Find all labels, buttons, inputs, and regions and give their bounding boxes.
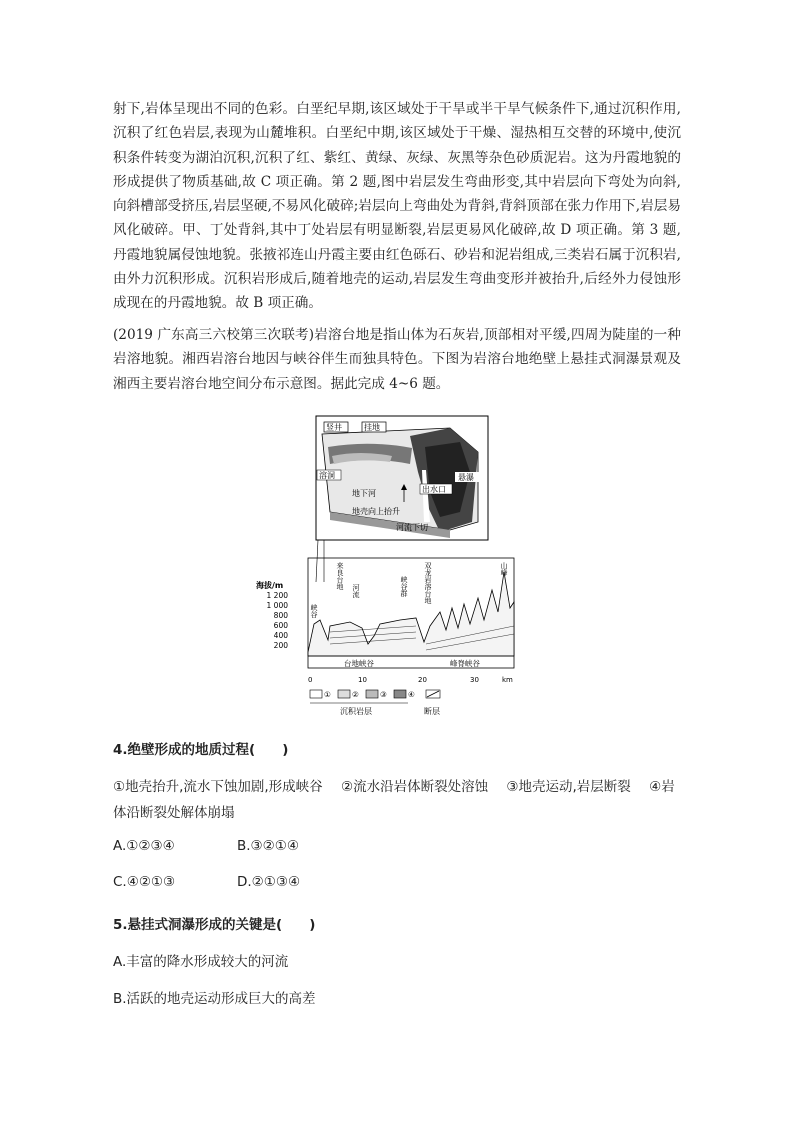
shuanglong-label: 双龙岩溶台地 [424, 562, 432, 604]
q4-statement: ④岩体沿断裂处解体崩塌 [113, 779, 675, 821]
legend-item: ③ [380, 690, 387, 699]
karst-profile [255, 558, 514, 684]
q4-statement: ②流水沿岩体断裂处溶蚀 [340, 779, 489, 795]
outlet-label: 出水口 [422, 485, 446, 494]
q4-option-b[interactable]: B.③②①④ [237, 838, 299, 854]
x-tick: 10 [358, 676, 367, 684]
incision-label: 河流下切 [396, 523, 428, 532]
legend-item: ① [324, 690, 331, 699]
y-tick: 200 [273, 641, 288, 650]
legend-item: ② [352, 690, 359, 699]
legend [310, 690, 440, 716]
q4-stem: 4.绝壁形成的地质过程( ) [113, 742, 289, 758]
shaft-label: 竖井 [326, 423, 342, 432]
q4-option-a[interactable]: A.①②③④ [113, 838, 175, 854]
karst-figure [256, 412, 520, 722]
ridge-gorge-label: 峰脊峡谷 [450, 659, 480, 668]
y-tick: 600 [273, 621, 288, 630]
q5-option-b[interactable]: B.活跃的地壳运动形成巨大的高差 [113, 991, 316, 1007]
q4-statement: ①地壳抬升,流水下蚀加剧,形成峡谷 [113, 779, 323, 795]
y-tick: 1 000 [266, 601, 288, 610]
q5-option-a[interactable]: A.丰富的降水形成较大的河流 [113, 954, 289, 970]
y-tick: 1 200 [266, 591, 288, 600]
waterfall-block-diagram [316, 416, 488, 540]
y-tick: 400 [273, 631, 288, 640]
sediment-label: 沉积岩层 [340, 707, 372, 716]
question-intro-paragraph: (2019 广东高三六校第三次联考)岩溶台地是指山体为石灰岩,顶部相对平缓,四周为陡崖的一种岩溶地貌。湘西岩溶台地因与峡谷伴生而独具特色。下图为岩溶台地绝壁上悬挂式洞瀑景观及湘西主要岩溶台地空间分布示意图。据此完成 4~6 题。 [113, 327, 681, 392]
q4-option-c[interactable]: C.④②①③ [113, 874, 176, 890]
hanging-valley-label: 挂地 [364, 423, 380, 432]
explanation-paragraph: 射下,岩体呈现出不同的色彩。白垩纪早期,该区域处于干旱或半干旱气候条件下,通过沉积作用,沉积了红色岩层,表现为山麓堆积。白垩纪中期,该区域处于干燥、湿热相互交替的环境中,使沉积条件转变为湖泊沉积,沉积了红、紫红、黄绿、灰绿、灰黑等杂色砂质泥岩。这为丹霞地貌的形成提供了物质基础,故 C 项正确。第 2 题,图中岩层发生弯曲形变,其中岩层向下弯处为向斜,向斜槽部受挤压,岩层坚硬,不易风化破碎;岩层向上弯曲处为背斜,背斜顶部在张力作用下,岩层易风化破碎。甲、丁处背斜,其中丁处岩层有明显断裂,岩层更易风化破碎,故 D 项正确。第 3 题,丹霞地貌属侵蚀地貌。张掖祁连山丹霞主要由红色砾石、砂岩和泥岩组成,三类岩石属于沉积岩,由外力沉积形成。沉积岩形成后,随着地壳的运动,岩层发生弯曲变形并被抬升,后经外力侵蚀形成现在的丹霞地貌。故 B 项正确。 [113, 101, 681, 312]
laiplat-label: 来良台地 [336, 562, 344, 590]
x-tick: 20 [418, 676, 427, 684]
uplift-label: 地壳向上抬升 [352, 507, 400, 516]
gorge-label: 峡谷 [310, 604, 318, 618]
waterfall-label: 悬瀑 [458, 473, 474, 482]
peak-label: 山峰 [500, 562, 508, 576]
y-tick: 800 [273, 611, 288, 620]
q5-stem: 5.悬挂式洞瀑形成的关键是( ) [113, 917, 316, 933]
y-axis-label: 海拔/m [256, 581, 284, 590]
platform-gorge-label: 台地峡谷 [344, 659, 374, 668]
legend-item: ④ [408, 690, 415, 699]
gorge-group-label: 峡谷群 [400, 576, 408, 597]
karst-diagram [256, 412, 520, 722]
q4-statements [113, 774, 685, 826]
q4-statement: ③地壳运动,岩层断裂 [506, 779, 631, 795]
x-tick: 0 [308, 676, 313, 684]
x-tick: 30 [470, 676, 479, 684]
q4-option-d[interactable]: D.②①③④ [237, 874, 301, 890]
river-label: 河流 [352, 584, 360, 598]
underground-river-label: 地下河 [352, 489, 376, 498]
x-unit: km [502, 676, 513, 684]
cave-label: 溶洞 [319, 471, 335, 480]
fault-label: 断层 [424, 707, 440, 716]
